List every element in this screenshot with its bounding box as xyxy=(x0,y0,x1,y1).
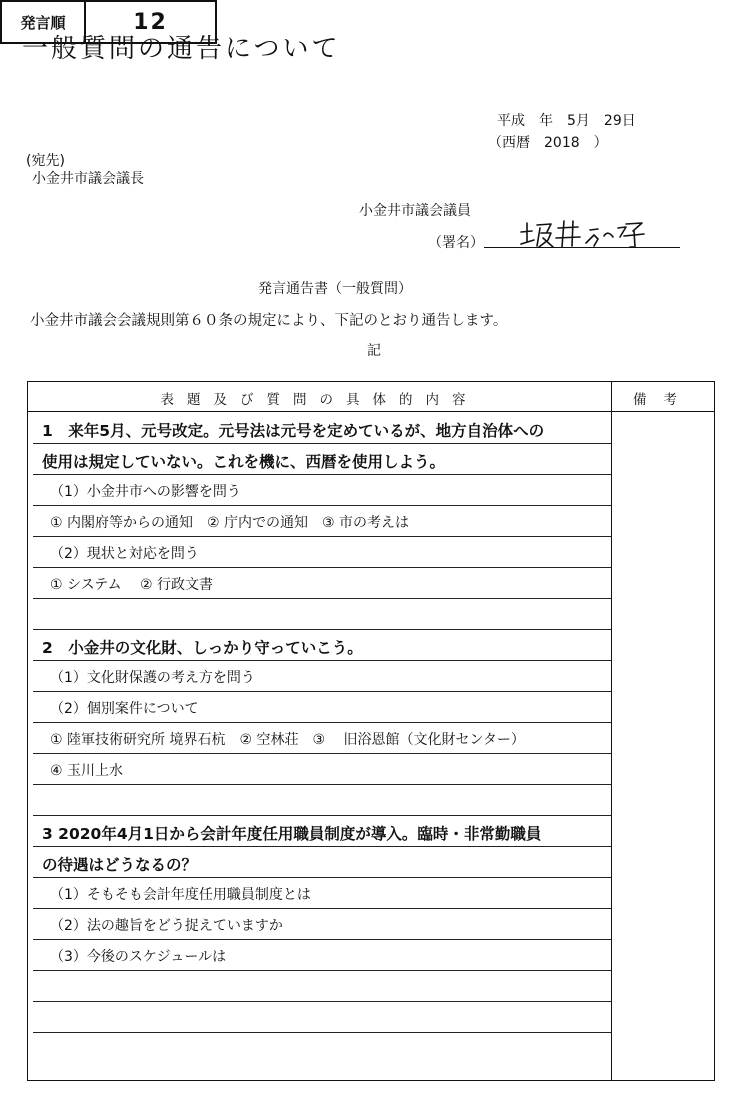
row-rule xyxy=(33,908,611,909)
addressee: 小金井市議会議長 xyxy=(32,171,144,187)
table-row-text: ④ 玉川上水 xyxy=(50,763,124,779)
document-subtitle: 発言通告書（一般質問） xyxy=(258,281,412,297)
column-header-content: 表題及び質問の具体的内容 xyxy=(160,392,479,408)
western-date: （西暦 2018 ） xyxy=(488,135,608,151)
row-rule xyxy=(33,846,611,847)
row-rule xyxy=(33,505,611,506)
question-table xyxy=(27,381,715,1081)
row-rule xyxy=(33,877,611,878)
signature-label: （署名） xyxy=(428,235,484,251)
row-rule xyxy=(33,939,611,940)
document-title: 一般質問の通告について xyxy=(22,34,341,64)
addressee-label: (宛先) xyxy=(26,153,65,169)
notice-statement: 小金井市議会会議規則第６０条の規定により、下記のとおり通告します。 xyxy=(30,313,508,329)
speaking-order-label: 発言順 xyxy=(2,2,86,42)
row-rule xyxy=(33,691,611,692)
table-row-text: 2 小金井の文化財、しっかり守っていこう。 xyxy=(42,639,363,657)
row-rule xyxy=(33,629,611,630)
column-header-remarks: 備考 xyxy=(633,392,694,408)
handwritten-signature xyxy=(518,216,648,252)
table-row-text: ① システム ② 行政文書 xyxy=(50,577,214,593)
table-row-text: （1）そもそも会計年度任用職員制度とは xyxy=(50,887,311,903)
row-rule xyxy=(33,567,611,568)
row-rule xyxy=(33,753,611,754)
row-rule xyxy=(33,536,611,537)
row-rule xyxy=(33,443,611,444)
ki-heading: 記 xyxy=(367,343,381,359)
row-rule xyxy=(33,722,611,723)
table-row-text: ① 内閣府等からの通知 ② 庁内での通知 ③ 市の考えは xyxy=(50,515,410,531)
speaking-order-number: 12 xyxy=(133,9,168,35)
sender-role: 小金井市議会議員 xyxy=(359,203,471,219)
row-rule xyxy=(33,474,611,475)
table-row-text: 使用は規定していない。これを機に、西暦を使用しよう。 xyxy=(42,453,446,471)
table-row-text: ① 陸軍技術研究所 境界石杭 ② 空林荘 ③ 旧浴恩館（文化財センター） xyxy=(50,732,525,748)
row-rule xyxy=(33,815,611,816)
row-rule xyxy=(33,1032,611,1033)
row-rule xyxy=(33,1001,611,1002)
table-row-text: 1 来年5月、元号改定。元号法は元号を定めているが、地方自治体への xyxy=(42,422,545,440)
table-row-text: （2）現状と対応を問う xyxy=(50,546,199,562)
table-row-text: 3 2020年4月1日から会計年度任用職員制度が導入。臨時・非常勤職員 xyxy=(42,825,542,843)
table-row-text: （1）文化財保護の考え方を問う xyxy=(50,670,255,686)
table-row-text: （1）小金井市への影響を問う xyxy=(50,484,241,500)
table-row-text: （3）今後のスケジュールは xyxy=(50,949,227,965)
row-rule xyxy=(33,784,611,785)
row-rule xyxy=(33,660,611,661)
row-rule xyxy=(33,970,611,971)
column-divider xyxy=(611,382,612,1080)
table-row-text: の待遇はどうなるの？ xyxy=(42,856,198,874)
row-rule xyxy=(33,598,611,599)
date-line: 平成 年 5月 29日 xyxy=(497,113,636,129)
table-row-text: （2）法の趣旨をどう捉えていますか xyxy=(50,918,283,934)
table-row-text: （2）個別案件について xyxy=(50,701,199,717)
